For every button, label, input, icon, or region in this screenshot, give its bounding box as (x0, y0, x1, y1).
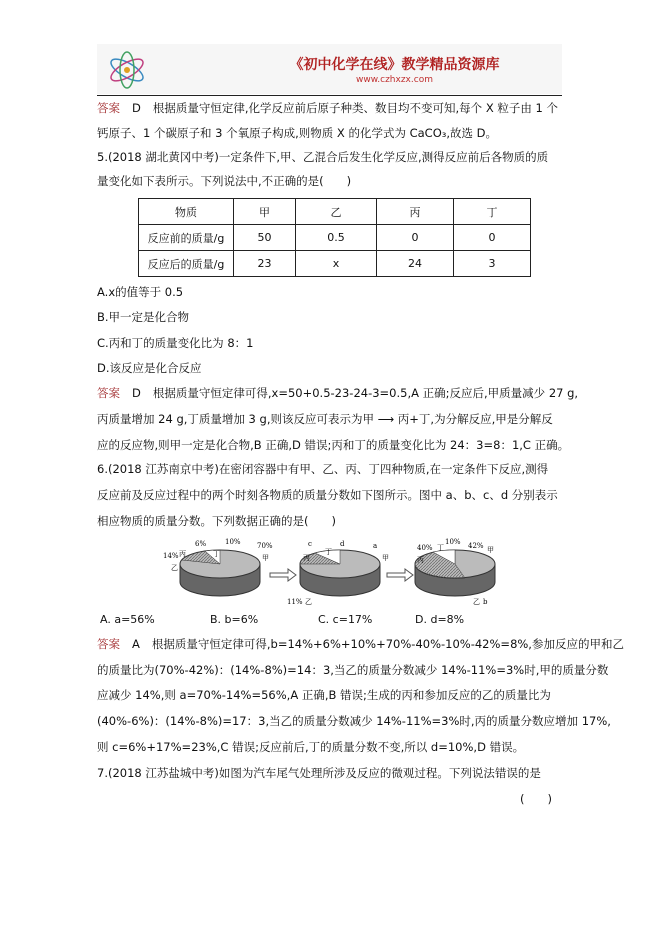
answer-text: 根据质量守恒定律可得,x=50+0.5-23-24-3=0.5,A 正确;反应后,甲质量减少 27 g, (152, 386, 579, 400)
pie-label: 丁 (325, 548, 332, 556)
pie-label: 甲 (487, 546, 494, 554)
answer-text: (40%-6%)：(14%-8%)=17：3,当乙的质量分数减少 14%-11%=3%时,丙的质量分数应增加 17%, (97, 714, 611, 728)
question-text: 6.(2018 江苏南京中考)在密闭容器中有甲、乙、丙、丁四种物质,在一定条件下反应,测得 (97, 462, 549, 476)
table-row (139, 225, 531, 251)
table-cell: 反应后的质量/g (139, 251, 234, 277)
answer-line (97, 636, 624, 652)
answer-text: 根据质量守恒定律,化学反应前后原子种类、数目均不变可知,每个 X 粒子由 1 个 (152, 101, 558, 115)
option-a: A. a=56% (100, 613, 155, 626)
table-cell: 物质 (139, 199, 234, 225)
question-text: 量变化如下表所示。下列说法中,不正确的是( ) (97, 174, 352, 188)
answer-text: 则 c=6%+17%=23%,C 错误;反应前后,丁的质量分数不变,所以 d=10%,D 错误。 (97, 740, 525, 754)
question-text: 反应前及反应过程中的两个时刻各物质的质量分数如下图所示。图中 a、b、c、d 分别表示 (97, 488, 558, 502)
pie-label: 丙 (417, 556, 424, 564)
table-cell: 23 (234, 251, 296, 277)
pie-label: 丁 (437, 544, 444, 552)
answer-text: 钙原子、1 个碳原子和 3 个氧原子构成,则物质 X 的化学式为 CaCO₃,故选 D。 (97, 126, 498, 140)
question-text: 5.(2018 湖北黄冈中考)一定条件下,甲、乙混合后发生化学反应,测得反应前后各物质的质 (97, 150, 549, 164)
answer-label: 答案 (97, 101, 120, 115)
pie-label: 丁 (213, 550, 220, 558)
arrow-icon (387, 569, 413, 581)
header-banner (97, 44, 562, 94)
pie-label: 甲 (382, 554, 389, 562)
pie-label: 40% (417, 544, 433, 552)
table-cell: 甲 (234, 199, 296, 225)
table-cell: 丙 (377, 199, 454, 225)
table-cell: 0 (377, 225, 454, 251)
pie-label: 70% (257, 542, 273, 550)
pie-chart-after (415, 538, 495, 606)
pie-label: 丙 (179, 550, 186, 558)
answer-blank: ( ) (520, 792, 552, 806)
option-b: B. b=6% (210, 613, 259, 626)
pie-chart-before (163, 538, 273, 596)
answer-text: 应减少 14%,则 a=70%-14%=56%,A 正确,B 错误;生成的丙和参加反应的乙的质量比为 (97, 688, 551, 702)
table-cell: 50 (234, 225, 296, 251)
pie-label: c (308, 540, 312, 548)
answer-label: 答案 (97, 637, 120, 651)
pie-label: a (373, 542, 378, 550)
table-cell: 0.5 (296, 225, 377, 251)
option-d: D. d=8% (415, 613, 465, 626)
answer-label: 答案 (97, 386, 120, 400)
pie-label: 甲 (262, 554, 269, 562)
pie-charts-figure (165, 538, 505, 608)
answer-text: 的质量比为(70%-42%)：(14%-8%)=14：3,当乙的质量分数减少 14%-11%=3%时,甲的质量分数 (97, 663, 609, 677)
answer-key: D (132, 386, 141, 400)
option-d: D.该反应是化合反应 (97, 361, 202, 375)
pie-chart-middle (287, 540, 389, 606)
table-cell: 丁 (454, 199, 531, 225)
answer-key: A (132, 637, 140, 651)
table-cell: x (296, 251, 377, 277)
pie-label: 14% (163, 552, 179, 560)
question-text: 7.(2018 江苏盐城中考)如图为汽车尾气处理所涉及反应的微观过程。下列说法错误的是 (97, 766, 541, 780)
question-text: 相应物质的质量分数。下列数据正确的是( ) (97, 514, 336, 528)
pie-label: 丙 (303, 554, 310, 562)
pie-label: 乙 (305, 598, 312, 606)
pie-label: 11% (287, 598, 303, 606)
answer-text: 丙质量增加 24 g,丁质量增加 3 g,则该反应可表示为甲 ⟶ 丙+丁,为分解反应,甲是分解反 (97, 412, 553, 426)
pie-label: 乙 (473, 598, 480, 606)
answer-line (97, 385, 578, 401)
atom-logo-icon (105, 50, 149, 90)
pie-label: 42% (468, 542, 484, 550)
pie-label: b (483, 598, 488, 606)
pie-label: d (340, 540, 345, 548)
answer-line (97, 100, 558, 116)
answer-text: 应的反应物,则甲一定是化合物,B 正确,D 错误;丙和丁的质量变化比为 24：3=8：1,C 正确。 (97, 438, 570, 452)
arrow-icon (270, 569, 296, 581)
table-cell: 3 (454, 251, 531, 277)
table-row (139, 199, 531, 225)
pie-label: 10% (225, 538, 241, 546)
option-c: C. c=17% (318, 613, 373, 626)
option-b: B.甲一定是化合物 (97, 310, 190, 324)
header-title: 《初中化学在线》教学精品资源库 (289, 57, 500, 73)
table-cell: 乙 (296, 199, 377, 225)
table-cell: 0 (454, 225, 531, 251)
answer-text: 根据质量守恒定律可得,b=14%+6%+10%+70%-40%-10%-42%=8%,参加反应的甲和乙 (151, 637, 624, 651)
pie-label: 6% (195, 540, 207, 548)
pie-label: 10% (445, 538, 461, 546)
option-a: A.x的值等于 0.5 (97, 285, 184, 299)
table-cell: 反应前的质量/g (139, 225, 234, 251)
answer-key: D (132, 101, 141, 115)
header-divider (97, 95, 562, 96)
table-cell: 24 (377, 251, 454, 277)
pie-label: 乙 (171, 564, 178, 572)
header-url: www.czhxzx.com (356, 75, 433, 85)
option-c: C.丙和丁的质量变化比为 8：1 (97, 336, 254, 350)
table-row (139, 251, 531, 277)
mass-table (138, 198, 531, 277)
